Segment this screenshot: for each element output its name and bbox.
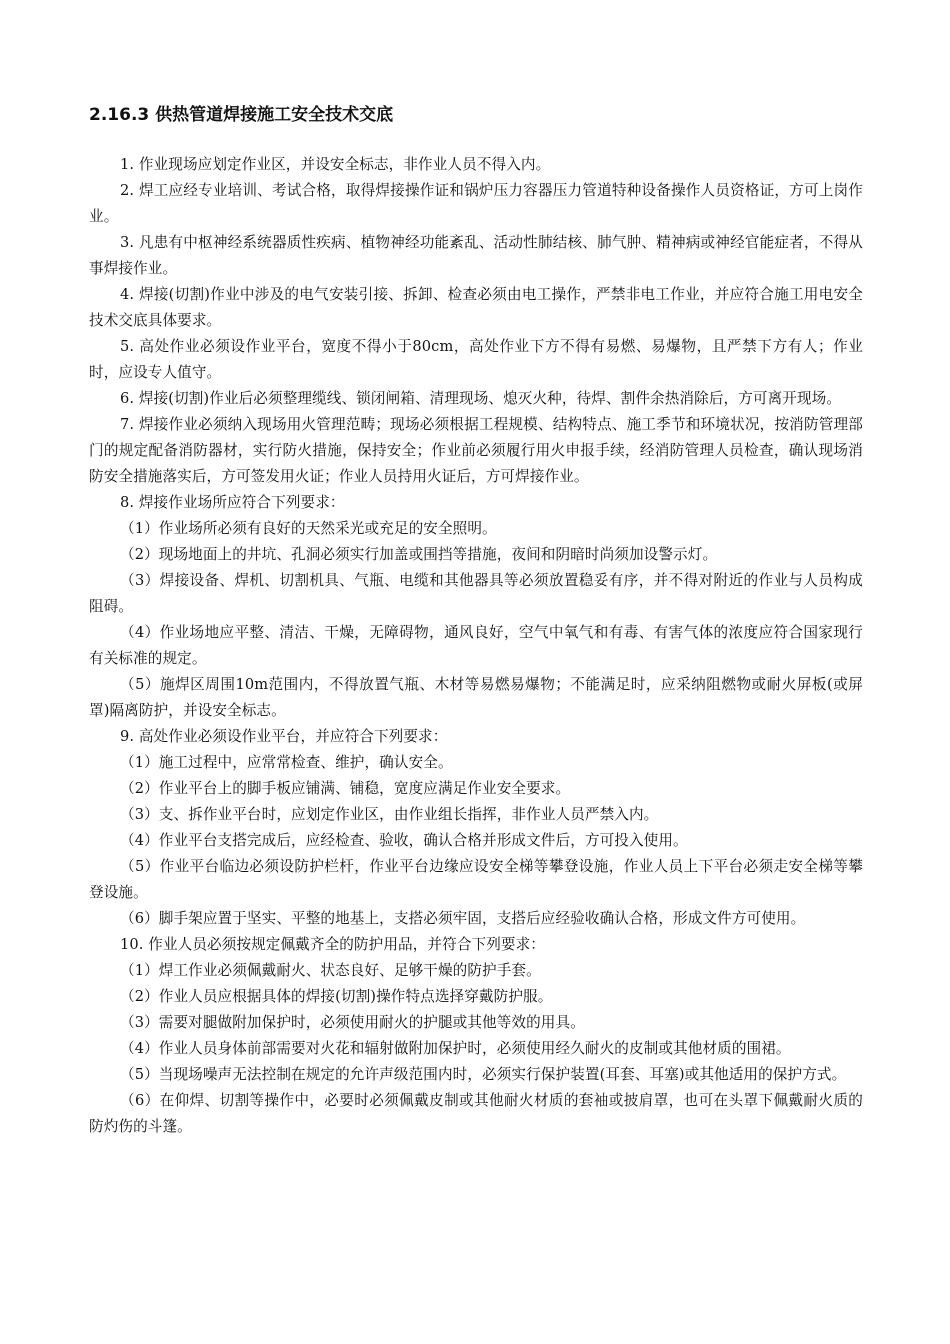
paragraph-7: 7. 焊接作业必须纳入现场用火管理范畴；现场必须根据工程规模、结构特点、施工季节和环境状况，按消防管理部门的规定配备消防器材，实行防火措施，保持安全；作业前必须履行用火申报手续，经消防管理人员检查，确认现场消防安全措施落实后，方可签发用火证；作业人员持用火证后，方可焊接作业。: [89, 416, 863, 485]
item-8-2: （2）现场地面上的井坑、孔洞必须实行加盖或围挡等措施，夜间和阴暗时尚须加设警示灯。: [120, 546, 718, 563]
item-10-5: （5）当现场噪声无法控制在规定的允许声级范围内时，必须实行保护装置(耳套、耳塞)或其他适用的保护方式。: [120, 1066, 847, 1083]
item-10-2: （2）作业人员应根据具体的焊接(切割)操作特点选择穿戴防护服。: [120, 988, 553, 1005]
paragraph-6: 6. 焊接(切割)作业后必须整理缆线、锁闭闸箱、清理现场、熄灭火种，待焊、割件余热消除后，方可离开现场。: [120, 390, 842, 407]
paragraph-9: 9. 高处作业必须设作业平台，并应符合下列要求：: [120, 728, 448, 745]
item-9-6: （6）脚手架应置于坚实、平整的地基上，支搭必须牢固，支搭后应经验收确认合格，形成文件方可使用。: [120, 910, 806, 927]
paragraph-3: 3. 凡患有中枢神经系统器质性疾病、植物神经功能紊乱、活动性肺结核、肺气肿、精神病或神经官能症者，不得从事焊接作业。: [89, 234, 863, 277]
paragraph-4: 4. 焊接(切割)作业中涉及的电气安装引接、拆卸、检查必须由电工操作，严禁非电工作业，并应符合施工用电安全技术交底具体要求。: [89, 286, 863, 329]
item-9-5: （5）作业平台临边必须设防护栏杆，作业平台边缘应设安全梯等攀登设施，作业人员上下平台必须走安全梯等攀登设施。: [89, 858, 863, 901]
paragraph-8: 8. 焊接作业场所应符合下列要求：: [120, 494, 345, 511]
paragraph-2: 2. 焊工应经专业培训、考试合格，取得焊接操作证和锅炉压力容器压力管道特种设备操作人员资格证，方可上岗作业。: [89, 182, 863, 225]
item-10-1: （1）焊工作业必须佩戴耐火、状态良好、足够干燥的防护手套。: [120, 962, 541, 979]
item-8-1: （1）作业场所必须有良好的天然采光或充足的安全照明。: [120, 520, 497, 537]
section-title: 2.16.3 供热管道焊接施工安全技术交底: [89, 105, 394, 125]
item-10-6: （6）在仰焊、切割等操作中，必要时必须佩戴皮制或其他耐火材质的套袖或披肩罩，也可在头罩下佩戴耐火质的防灼伤的斗篷。: [89, 1092, 863, 1135]
paragraph-5: 5. 高处作业必须设作业平台，宽度不得小于80cm，高处作业下方不得有易燃、易爆物，且严禁下方有人；作业时，应设专人值守。: [89, 338, 863, 381]
paragraph-10: 10. 作业人员必须按规定佩戴齐全的防护用品，并符合下列要求：: [120, 936, 545, 953]
item-10-4: （4）作业人员身体前部需要对火花和辐射做附加保护时，必须使用经久耐火的皮制或其他材质的围裙。: [120, 1040, 791, 1057]
item-10-3: （3）需要对腿做附加保护时，必须使用耐火的护腿或其他等效的用具。: [120, 1014, 585, 1031]
item-8-5: （5）施焊区周围10m范围内，不得放置气瓶、木材等易燃易爆物；不能满足时，应采纳阻燃物或耐火屏板(或屏罩)隔离防护，并设安全标志。: [89, 676, 863, 719]
paragraph-1: 1. 作业现场应划定作业区，并设安全标志，非作业人员不得入内。: [120, 156, 551, 173]
item-9-2: （2）作业平台上的脚手板应铺满、铺稳，宽度应满足作业安全要求。: [120, 780, 571, 797]
item-9-4: （4）作业平台支搭完成后，应经检查、验收，确认合格并形成文件后，方可投入使用。: [120, 832, 688, 849]
item-9-1: （1）施工过程中，应常常检查、维护，确认安全。: [120, 754, 453, 771]
item-8-4: （4）作业场地应平整、清洁、干燥，无障碍物，通风良好，空气中氧气和有毒、有害气体的浓度应符合国家现行有关标准的规定。: [89, 624, 863, 667]
document-body: [89, 152, 863, 1140]
item-8-3: （3）焊接设备、焊机、切割机具、气瓶、电缆和其他器具等必须放置稳妥有序，并不得对附近的作业与人员构成阻碍。: [89, 572, 863, 615]
item-9-3: （3）支、拆作业平台时，应划定作业区，由作业组长指挥，非作业人员严禁入内。: [120, 806, 659, 823]
